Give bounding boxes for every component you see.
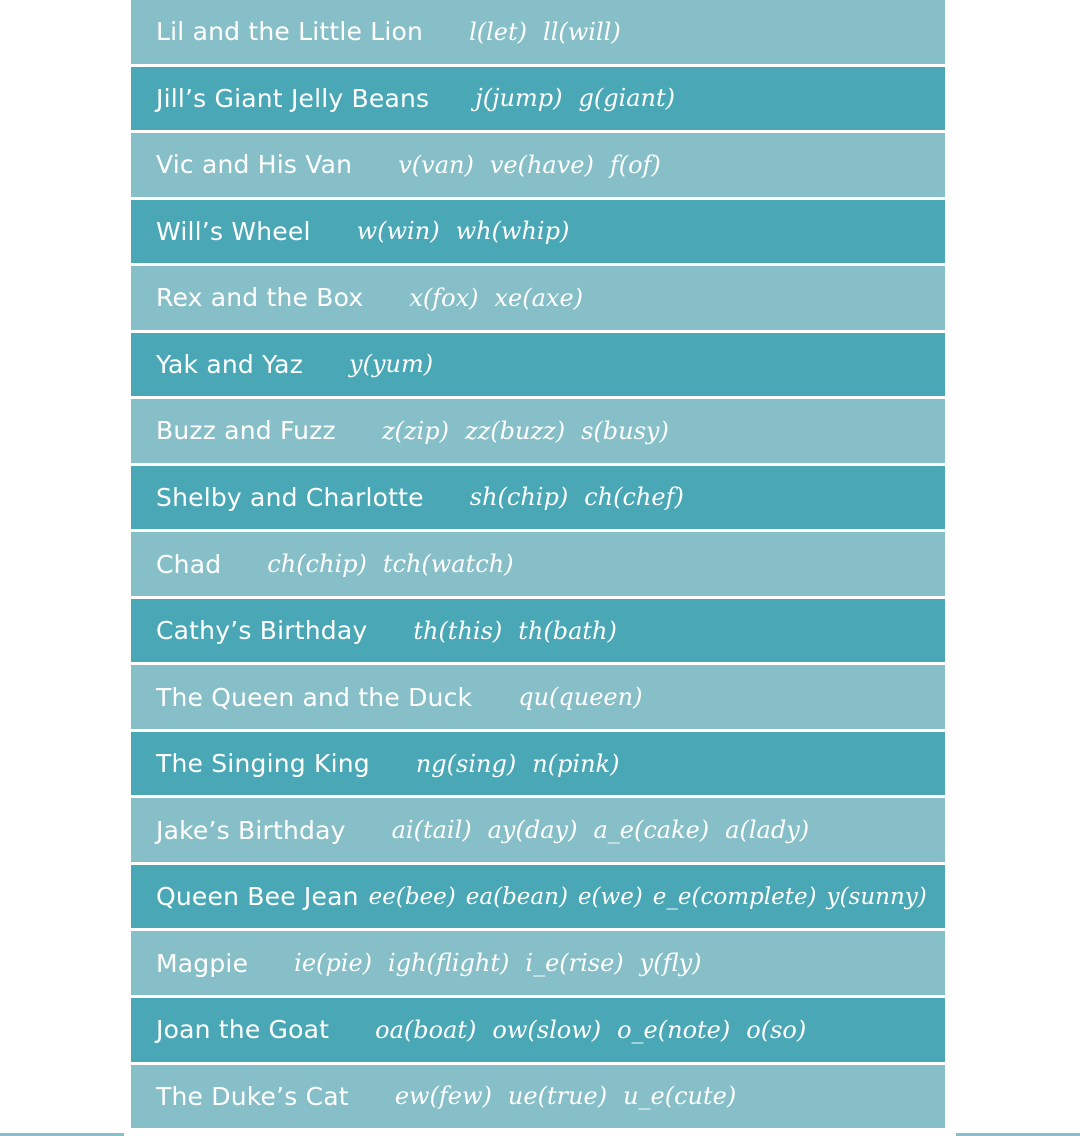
sound-spelling: xe(axe) bbox=[494, 283, 584, 312]
sound-spelling: sh(chip) bbox=[469, 483, 569, 512]
list-item bbox=[131, 266, 945, 330]
sound-spellings bbox=[395, 1082, 736, 1110]
list-item bbox=[131, 399, 945, 463]
list-item bbox=[131, 200, 945, 264]
sound-spelling: ch(chip) bbox=[267, 550, 367, 579]
list-item bbox=[131, 532, 945, 596]
sound-spellings bbox=[369, 884, 927, 910]
story-title: The Queen and the Duck bbox=[156, 682, 473, 712]
sound-spelling: e(we) bbox=[577, 883, 643, 910]
sound-spelling: y(sunny) bbox=[826, 883, 927, 910]
sound-spelling: ee(bee) bbox=[368, 883, 456, 910]
story-title: Chad bbox=[156, 549, 222, 579]
sound-spelling: ay(day) bbox=[487, 816, 578, 845]
list-item bbox=[131, 67, 945, 131]
sound-spelling: ue(true) bbox=[507, 1082, 608, 1111]
sound-spellings bbox=[382, 417, 669, 445]
sound-spelling: l(let) bbox=[469, 17, 528, 46]
sound-spelling: g(giant) bbox=[578, 84, 676, 113]
story-title: Jill’s Giant Jelly Beans bbox=[156, 83, 430, 113]
story-title: Queen Bee Jean bbox=[156, 882, 359, 912]
sound-spelling: u_e(cute) bbox=[623, 1082, 737, 1111]
sound-spelling: v(van) bbox=[398, 150, 474, 179]
sound-spellings bbox=[469, 18, 621, 46]
sound-spellings bbox=[392, 816, 810, 844]
sound-spelling: ng(sing) bbox=[415, 749, 517, 778]
sound-spellings bbox=[413, 617, 617, 645]
story-title: Buzz and Fuzz bbox=[156, 416, 336, 446]
list-item bbox=[131, 333, 945, 397]
sound-spelling: tch(watch) bbox=[382, 550, 514, 579]
sound-spellings bbox=[375, 1016, 806, 1044]
sound-spelling: o(so) bbox=[746, 1015, 807, 1044]
story-title: Yak and Yaz bbox=[156, 349, 304, 379]
sound-spellings bbox=[349, 350, 433, 378]
sound-spellings bbox=[518, 683, 642, 711]
story-title: Lil and the Little Lion bbox=[156, 17, 424, 47]
sound-spellings bbox=[416, 750, 620, 778]
list-item bbox=[131, 133, 945, 197]
story-title: Will’s Wheel bbox=[156, 216, 311, 246]
sound-spelling: n(pink) bbox=[532, 749, 620, 778]
list-item bbox=[131, 865, 945, 929]
list-item bbox=[131, 998, 945, 1062]
sound-spelling: th(bath) bbox=[518, 616, 617, 645]
sound-spelling: f(of) bbox=[609, 150, 661, 179]
story-title: Shelby and Charlotte bbox=[156, 482, 424, 512]
sound-spelling: o_e(note) bbox=[617, 1015, 731, 1044]
sound-spelling: wh(whip) bbox=[455, 217, 570, 246]
sound-spellings bbox=[475, 84, 675, 112]
story-title: The Duke’s Cat bbox=[156, 1081, 349, 1111]
sound-spelling: ch(chef) bbox=[584, 483, 684, 512]
sound-spellings bbox=[398, 151, 661, 179]
story-title: Rex and the Box bbox=[156, 283, 364, 313]
sound-spelling: zz(buzz) bbox=[464, 416, 566, 445]
sound-spelling: ea(bean) bbox=[465, 883, 568, 910]
sound-spelling: ow(slow) bbox=[492, 1015, 602, 1044]
sound-spelling: e_e(complete) bbox=[652, 883, 817, 910]
sound-spelling: j(jump) bbox=[475, 84, 563, 113]
sound-spelling: ai(tail) bbox=[391, 816, 472, 845]
sound-spelling: s(busy) bbox=[581, 416, 669, 445]
story-title: Joan the Goat bbox=[156, 1015, 330, 1045]
sound-spelling: a(lady) bbox=[725, 816, 810, 845]
sound-spellings bbox=[294, 949, 701, 977]
sound-spelling: ll(will) bbox=[543, 17, 621, 46]
sound-spelling: y(yum) bbox=[349, 350, 434, 379]
sound-spelling: ie(pie) bbox=[294, 949, 373, 978]
sound-spelling: w(win) bbox=[356, 217, 440, 246]
list-item bbox=[131, 665, 945, 729]
list-item bbox=[131, 466, 945, 530]
sound-spelling: qu(queen) bbox=[518, 683, 643, 712]
sound-spellings bbox=[409, 284, 583, 312]
story-title: Jake’s Birthday bbox=[156, 815, 346, 845]
list-item bbox=[131, 1065, 945, 1129]
list-item bbox=[131, 931, 945, 995]
sound-spelling: x(fox) bbox=[409, 283, 479, 312]
sound-spelling: ew(few) bbox=[394, 1082, 492, 1111]
sound-spellings bbox=[357, 217, 570, 245]
phonics-story-list bbox=[131, 0, 945, 1128]
sound-spelling: i_e(rise) bbox=[525, 949, 624, 978]
sound-spelling: ve(have) bbox=[489, 150, 594, 179]
sound-spelling: oa(boat) bbox=[375, 1015, 477, 1044]
story-title: Vic and His Van bbox=[156, 150, 353, 180]
sound-spelling: a_e(cake) bbox=[593, 816, 710, 845]
story-title: Magpie bbox=[156, 948, 249, 978]
list-item bbox=[131, 798, 945, 862]
list-item bbox=[131, 0, 945, 64]
sound-spelling: th(this) bbox=[413, 616, 503, 645]
sound-spelling: y(fly) bbox=[639, 949, 702, 978]
list-item bbox=[131, 599, 945, 663]
list-item bbox=[131, 732, 945, 796]
story-title: The Singing King bbox=[156, 749, 370, 779]
sound-spelling: z(zip) bbox=[381, 416, 449, 445]
sound-spellings bbox=[267, 550, 513, 578]
sound-spellings bbox=[470, 483, 684, 511]
story-title: Cathy’s Birthday bbox=[156, 616, 368, 646]
sound-spelling: igh(flight) bbox=[388, 949, 510, 978]
